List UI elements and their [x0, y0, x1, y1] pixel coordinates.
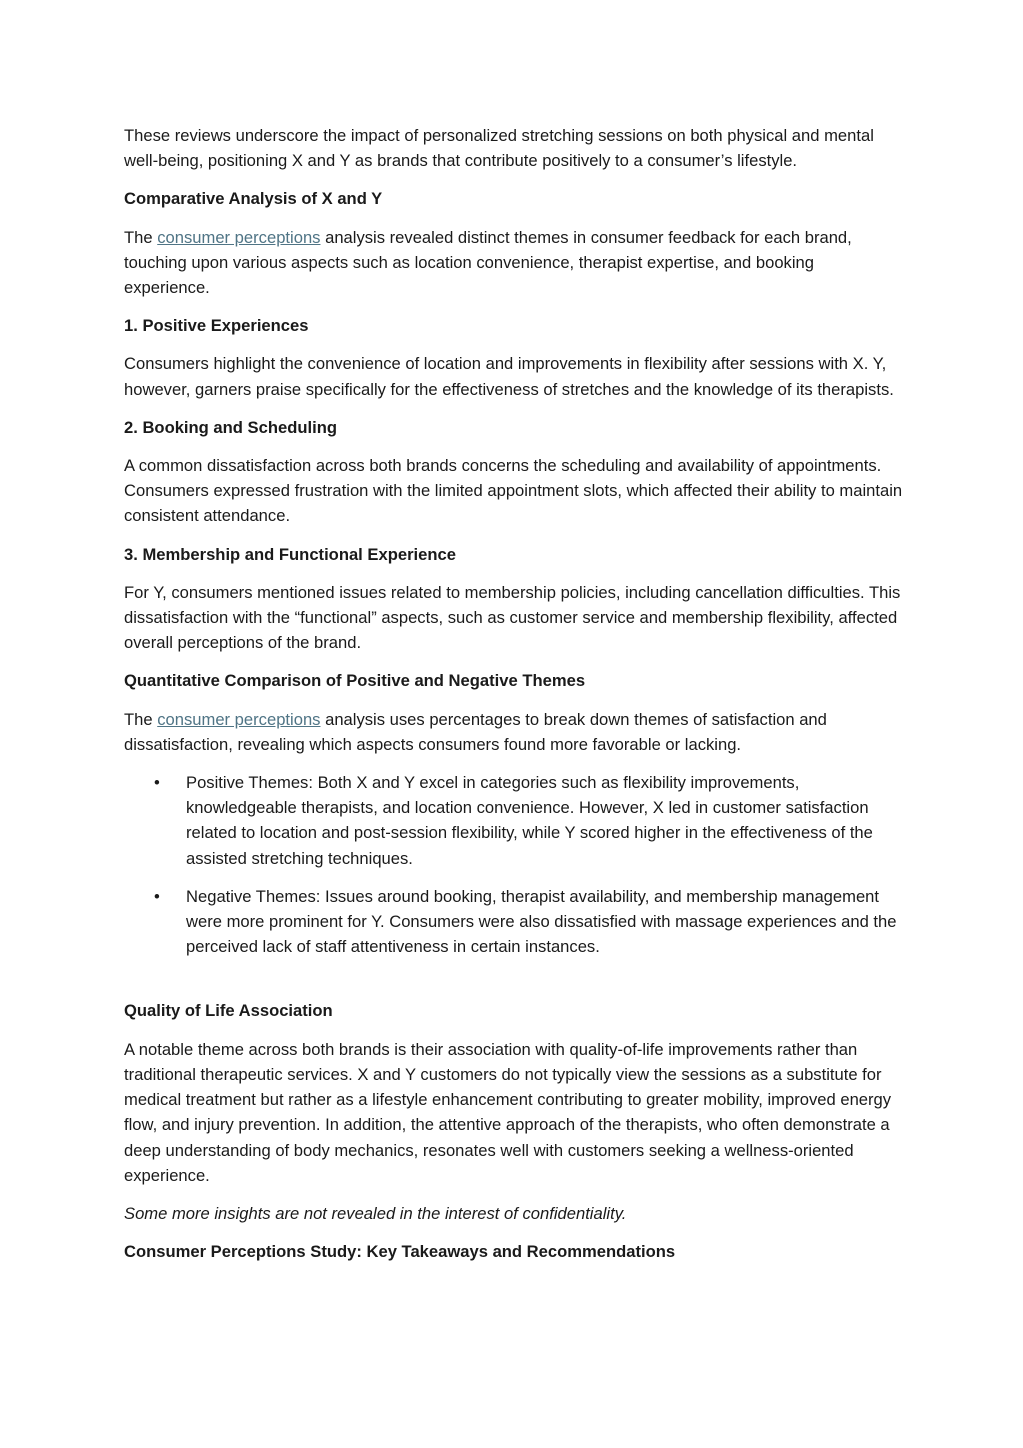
comparative-heading: Comparative Analysis of X and Y — [124, 189, 383, 209]
comparative-text-post: analysis revealed distinct themes in consumer feedback for each brand, touching upon various aspects such as location convenience, therapist expertise, and booking experience. — [124, 227, 852, 298]
membership-heading: 3. Membership and Functional Experience — [124, 544, 456, 564]
quality-of-life-paragraph: A notable theme across both brands is their association with quality-of-life improvements rather than traditional therapeutic services. X and Y customers do not typically view the sessions as a substitute for medical treatment but rather as a lifestyle enhancement contributing to greater mobility, improved energy flow, and injury prevention. In addition, the attentive approach of the therapists, who often demonstrate a deep understanding of body mechanics, resonates well with customers seeking a wellness-oriented experience. — [124, 1039, 892, 1185]
document-body — [124, 123, 904, 1277]
quantitative-text-post: analysis uses percentages to break down themes of satisfaction and dissatisfaction, revealing which aspects consumers found more favorable or lacking. — [124, 709, 827, 754]
quantitative-heading: Quantitative Comparison of Positive and Negative Themes — [124, 671, 586, 691]
membership-paragraph: For Y, consumers mentioned issues related to membership policies, including cancellation difficulties. This dissatisfaction with the “functional” aspects, such as customer service and membership flexibility, affected overall perceptions of the brand. — [124, 582, 901, 653]
list-item-negative-themes — [124, 884, 904, 960]
confidentiality-note: Some more insights are not revealed in the interest of confidentiality. — [124, 1203, 627, 1223]
intro-paragraph: These reviews underscore the impact of personalized stretching sessions on both physical and mental well-being, positioning X and Y as brands that contribute positively to a consumer’s lifestyle. — [124, 126, 874, 171]
bullet-glyph: • — [154, 886, 160, 906]
list-item-text: Negative Themes: Issues around booking, therapist availability, and membership management were more prominent for Y. Consumers were also dissatisfied with massage experiences and the perceived lack of staff attentiveness in certain instances. — [186, 886, 897, 957]
list-item-positive-themes — [124, 770, 904, 871]
themes-list — [124, 770, 904, 959]
booking-scheduling-paragraph: A common dissatisfaction across both brands concerns the scheduling and availability of appointments. Consumers expressed frustration with the limited appointment slots, which affected their ability to maintain consistent attendance. — [124, 456, 903, 526]
takeaways-heading: Consumer Perceptions Study: Key Takeaways and Recommendations — [124, 1242, 676, 1262]
consumer-perceptions-link[interactable]: consumer perceptions — [157, 227, 321, 247]
quantitative-paragraph — [124, 707, 904, 757]
comparative-text-pre: The — [124, 227, 158, 247]
booking-scheduling-heading: 2. Booking and Scheduling — [124, 417, 337, 437]
consumer-perceptions-link-2[interactable]: consumer perceptions — [157, 709, 321, 729]
positive-experiences-heading: 1. Positive Experiences — [124, 316, 309, 336]
quality-of-life-heading: Quality of Life Association — [124, 1001, 333, 1021]
blank-line — [124, 972, 904, 998]
bullet-glyph: • — [154, 773, 160, 793]
comparative-paragraph — [124, 225, 904, 301]
list-item-text: Positive Themes: Both X and Y excel in categories such as flexibility improvements, knowledgeable therapists, and location convenience. However, X led in customer satisfaction related to location and post-session flexibility, while Y scored higher in the effectiveness of the assisted stretching techniques. — [186, 773, 873, 868]
quantitative-text-pre: The — [124, 709, 158, 729]
positive-experiences-paragraph: Consumers highlight the convenience of location and improvements in flexibility after sessions with X. Y, however, garners praise specifically for the effectiveness of stretches and the knowledge of its therapists. — [124, 354, 894, 399]
